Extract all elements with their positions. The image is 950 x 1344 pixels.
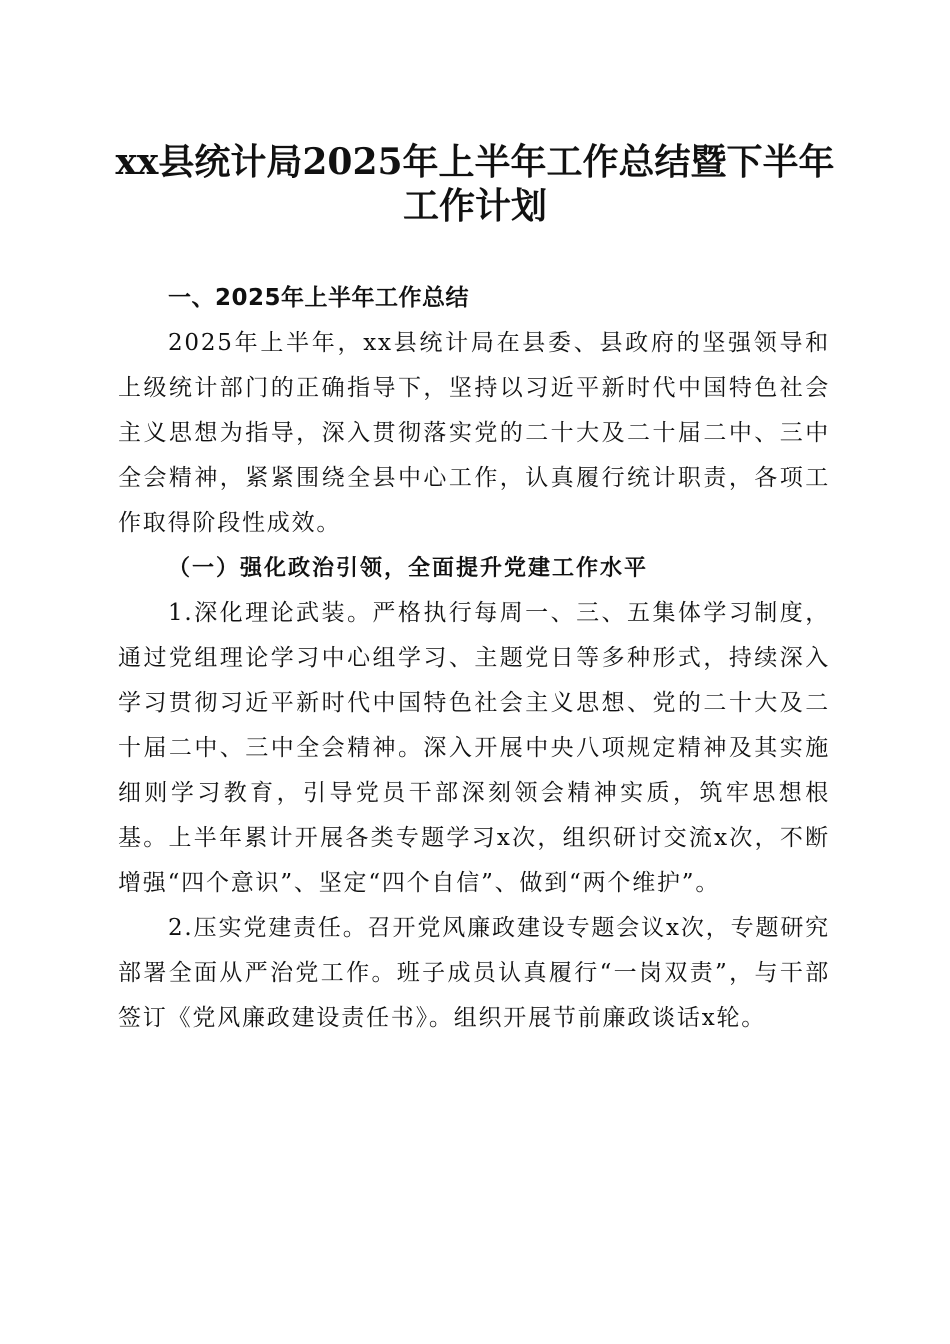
- section-heading-1: 一、2025年上半年工作总结: [168, 285, 470, 311]
- title-line-1: xx县统计局2025年上半年工作总结暨下半年: [115, 141, 835, 183]
- document-body: [118, 276, 830, 1041]
- item-paragraph-2: 2.压实党建责任。召开党风廉政建设专题会议x次，专题研究部署全面从严治党工作。班子成员认真履行“一岗双责”，与干部签订《党风廉政建设责任书》。组织开展节前廉政谈话x轮。: [118, 915, 830, 1031]
- intro-paragraph: 2025年上半年，xx县统计局在县委、县政府的坚强领导和上级统计部门的正确指导下，坚持以习近平新时代中国特色社会主义思想为指导，深入贯彻落实党的二十大及二十届二中、三中全会精神，紧紧围绕全县中心工作，认真履行统计职责，各项工作取得阶段性成效。: [118, 330, 830, 536]
- title-line-2: 工作计划: [402, 185, 547, 227]
- document-title: [60, 140, 890, 228]
- subsection-heading-1: （一）强化政治引领，全面提升党建工作水平: [168, 555, 649, 581]
- item-paragraph-1: 1.深化理论武装。严格执行每周一、三、五集体学习制度，通过党组理论学习中心组学习、主题党日等多种形式，持续深入学习贯彻习近平新时代中国特色社会主义思想、党的二十大及二十届二中、三中全会精神。深入开展中央八项规定精神及其实施细则学习教育，引导党员干部深刻领会精神实质，筑牢思想根基。上半年累计开展各类专题学习x次，组织研讨交流x次，不断增强“四个意识”、坚定“四个自信”、做到“两个维护”。: [118, 600, 830, 896]
